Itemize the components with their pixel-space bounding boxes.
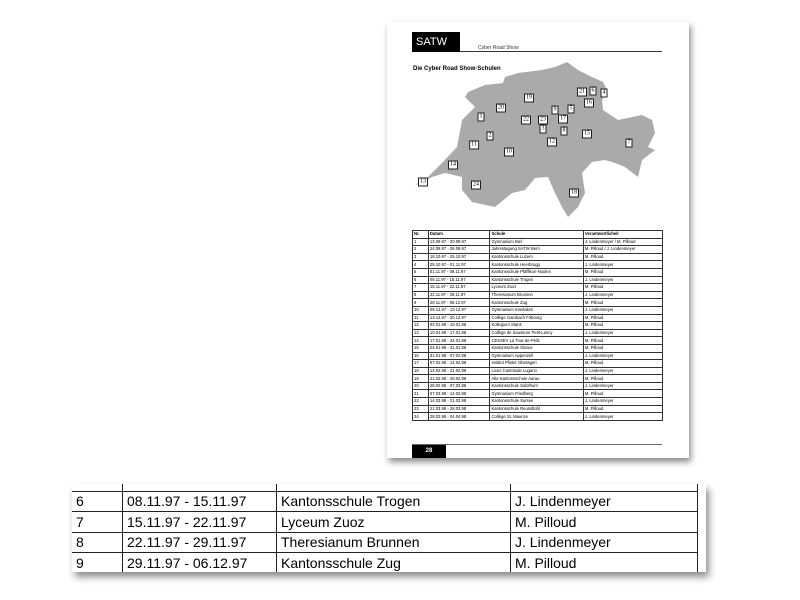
table-cell: J. Lindenmeyer xyxy=(583,382,662,390)
table-cell: Collège de Saussure Petit-Lancy xyxy=(490,329,583,337)
table-cell: Gymnasium Appenzell xyxy=(490,352,583,360)
table-cell: M. Pilloud xyxy=(583,375,662,383)
satw-logo: SATW xyxy=(412,32,460,52)
table-cell: Alte Kantonsschule Aarau xyxy=(490,375,583,383)
column-header: Datum xyxy=(428,231,490,239)
map-marker: 12 xyxy=(549,138,555,145)
table-cell: 29.11.97 - 06.12.97 xyxy=(428,299,490,307)
table-cell: Lyceum Zuoz xyxy=(490,284,583,292)
table-cell: M. Pilloud xyxy=(583,322,662,330)
magnified-row xyxy=(72,484,698,491)
table-cell: 14.03.98 - 21.03.98 xyxy=(428,398,490,406)
table-row xyxy=(413,398,663,406)
table-cell: Gymnasium Friedberg xyxy=(490,390,583,398)
table-cell: Collège St. Maurice xyxy=(490,413,583,421)
table-cell: 1 xyxy=(413,238,429,246)
table-cell: 16 xyxy=(413,352,429,360)
map-marker: 2 xyxy=(488,132,492,139)
table-cell: Kantonsschule Heerbrugg xyxy=(490,261,583,269)
magnified-cell xyxy=(277,484,511,491)
section-title: Cyber Road Show xyxy=(478,45,519,51)
table-cell: 5 xyxy=(413,268,429,276)
table-row xyxy=(413,314,663,322)
map-marker: 6 xyxy=(591,87,595,94)
table-cell: M. Pilloud xyxy=(583,405,662,413)
map-marker: 23 xyxy=(540,116,546,123)
column-header: Schule xyxy=(490,231,583,239)
column-header: Verantwortliche/r xyxy=(583,231,662,239)
table-cell: 24 xyxy=(413,413,429,421)
table-row xyxy=(413,352,663,360)
table-cell: 11 xyxy=(413,314,429,322)
magnified-cell: Kantonsschule Zug xyxy=(277,553,511,573)
table-cell: 21.02.98 - 28.02.98 xyxy=(428,375,490,383)
map-marker: 22 xyxy=(523,116,529,123)
table-row xyxy=(413,329,663,337)
magnified-table-excerpt xyxy=(72,484,706,572)
table-cell: Kantonsschule Solothurn xyxy=(490,382,583,390)
magnified-row xyxy=(72,532,698,553)
map-marker: 11 xyxy=(471,141,477,148)
table-cell: 14 xyxy=(413,337,429,345)
magnified-cell xyxy=(123,484,277,491)
magnified-cell: 29.11.97 - 06.12.97 xyxy=(123,553,277,573)
table-cell: J. Lindenmeyer xyxy=(583,329,662,337)
map-marker: 8 xyxy=(562,127,566,134)
table-cell: Kantonsschule Luzern xyxy=(490,253,583,261)
table-row xyxy=(413,390,663,398)
magnified-cell: 8 xyxy=(72,532,123,553)
table-cell: 08.11.97 - 15.11.97 xyxy=(428,276,490,284)
table-cell: 13.09.97 - 20.09.97 xyxy=(428,238,490,246)
table-cell: 15 xyxy=(413,344,429,352)
table-row xyxy=(413,337,663,345)
footer-rule xyxy=(412,444,662,445)
magnified-cell: 08.11.97 - 15.11.97 xyxy=(123,491,277,512)
map-marker: 16 xyxy=(586,99,592,106)
table-row xyxy=(413,413,663,421)
table-cell: M. Pilloud xyxy=(583,299,662,307)
table-row xyxy=(413,367,663,375)
table-row xyxy=(413,268,663,276)
table-cell: 01.11.97 - 08.11.97 xyxy=(428,268,490,276)
table-cell: 8 xyxy=(413,291,429,299)
table-cell: 17 xyxy=(413,360,429,368)
magnified-row xyxy=(72,491,698,512)
table-row xyxy=(413,253,663,261)
table-cell: J. Lindenmeyer xyxy=(583,306,662,314)
table-cell: 31.01.98 - 07.02.98 xyxy=(428,352,490,360)
table-row xyxy=(413,405,663,413)
table-cell: 13.12.97 - 20.12.97 xyxy=(428,314,490,322)
table-cell: 22 xyxy=(413,398,429,406)
magnified-cell: M. Pilloud xyxy=(511,553,698,573)
map-marker: 18 xyxy=(571,189,577,196)
table-cell: Liceo Cantonale Lugano xyxy=(490,367,583,375)
table-cell: 17.01.98 - 24.01.98 xyxy=(428,337,490,345)
column-header: Nr. xyxy=(413,231,429,239)
table-cell: 06.12.97 - 13.12.97 xyxy=(428,306,490,314)
table-cell: Kantonsschule Glarus xyxy=(490,344,583,352)
schools-table xyxy=(412,230,663,421)
table-cell: M. Pilloud / J. Lindenmeyer xyxy=(583,246,662,254)
magnified-cell xyxy=(72,484,123,491)
table-cell: J. Lindenmeyer xyxy=(583,413,662,421)
table-cell: 07.03.98 - 14.03.98 xyxy=(428,390,490,398)
magnified-cell xyxy=(511,484,698,491)
map-marker: 10 xyxy=(506,148,512,155)
table-row xyxy=(413,246,663,254)
magnified-cell: Kantonsschule Trogen xyxy=(277,491,511,512)
table-row xyxy=(413,284,663,292)
map-marker: 15 xyxy=(584,130,590,137)
table-cell: Kantonsschule Reussbühl xyxy=(490,405,583,413)
table-cell: J. Lindenmeyer xyxy=(583,261,662,269)
table-row xyxy=(413,360,663,368)
table-cell: 4 xyxy=(413,261,429,269)
table-row xyxy=(413,299,663,307)
table-cell: Kollegium Stans xyxy=(490,322,583,330)
table-cell: 6 xyxy=(413,276,429,284)
magnified-cell: J. Lindenmeyer xyxy=(511,491,698,512)
table-cell: 7 xyxy=(413,284,429,292)
table-cell: M. Pilloud xyxy=(583,360,662,368)
table-cell: Gymnasium Biel xyxy=(490,238,583,246)
magnified-cell: 9 xyxy=(72,553,123,573)
map-marker: 13 xyxy=(420,178,426,185)
map-marker: 19 xyxy=(526,94,532,101)
table-row xyxy=(413,238,663,246)
table-cell: J. Lindenmeyer xyxy=(583,352,662,360)
map-marker: 9 xyxy=(553,106,557,113)
map-marker: 21 xyxy=(579,88,585,95)
table-row xyxy=(413,382,663,390)
table-row xyxy=(413,344,663,352)
table-cell: 9 xyxy=(413,299,429,307)
page-number: 28 xyxy=(412,445,446,458)
table-cell: 07.02.98 - 14.02.98 xyxy=(428,360,490,368)
table-cell: Collège Gambach Fribourg xyxy=(490,314,583,322)
map-marker: 7 xyxy=(627,139,631,146)
table-row xyxy=(413,276,663,284)
table-cell: 23 xyxy=(413,405,429,413)
table-cell: 22.11.97 - 29.11.97 xyxy=(428,291,490,299)
table-cell: CESSEV La Tour-de-Peilz xyxy=(490,337,583,345)
table-cell: J. Lindenmeyer xyxy=(583,276,662,284)
table-cell: J. Lindenmeyer xyxy=(583,398,662,406)
table-cell: 10.01.98 - 17.01.98 xyxy=(428,329,490,337)
table-cell: J. Lindenmeyer xyxy=(583,367,662,375)
table-cell: 28.03.98 - 04.04.98 xyxy=(428,413,490,421)
table-cell: Kantonsschule Sursee xyxy=(490,398,583,406)
page-title: Die Cyber Road Show-Schulen xyxy=(413,66,501,72)
magnified-cell: M. Pilloud xyxy=(511,512,698,533)
table-row xyxy=(413,261,663,269)
table-cell: M. Pilloud xyxy=(583,253,662,261)
table-cell: M. Pilloud xyxy=(583,268,662,276)
magnified-row xyxy=(72,512,698,533)
table-cell: 24.01.98 - 31.01.98 xyxy=(428,344,490,352)
magnified-cell: 22.11.97 - 29.11.97 xyxy=(123,532,277,553)
table-cell: 3 xyxy=(413,253,429,261)
table-cell: M. Pilloud xyxy=(583,284,662,292)
table-cell: M. Pilloud xyxy=(583,390,662,398)
map-marker: 14 xyxy=(450,161,456,168)
magnified-cell: 6 xyxy=(72,491,123,512)
map-marker: 4 xyxy=(602,89,606,96)
table-cell: 21.03.98 - 28.03.98 xyxy=(428,405,490,413)
table-cell: 20 xyxy=(413,382,429,390)
table-cell: 15.11.97 - 22.11.97 xyxy=(428,284,490,292)
table-cell: Theresianum Brunnen xyxy=(490,291,583,299)
map-marker: 1 xyxy=(479,113,483,120)
table-cell: M. Pilloud xyxy=(583,337,662,345)
table-cell: Kantonsschule Zug xyxy=(490,299,583,307)
table-cell: Kantonsschule Pfäffikon-Nuolen xyxy=(490,268,583,276)
table-cell: 14.02.98 - 21.02.98 xyxy=(428,367,490,375)
map-marker: 24 xyxy=(473,181,479,188)
table-cell: 13 xyxy=(413,329,429,337)
table-row xyxy=(413,375,663,383)
table-cell: J. Lindenmeyer xyxy=(583,291,662,299)
table-cell: 25.10.97 - 01.11.97 xyxy=(428,261,490,269)
table-cell: 12 xyxy=(413,322,429,330)
magnified-cell: Theresianum Brunnen xyxy=(277,532,511,553)
switzerland-shape xyxy=(415,62,655,217)
table-cell: Kantonsschule Trogen xyxy=(490,276,583,284)
magnified-cell: 7 xyxy=(72,512,123,533)
table-cell: 24.09.97 - 26.09.97 xyxy=(428,246,490,254)
table-cell: Gymnasium Interlaken xyxy=(490,306,583,314)
table-row xyxy=(413,306,663,314)
table-cell: 19 xyxy=(413,375,429,383)
map-marker: 5 xyxy=(569,105,573,112)
table-row xyxy=(413,291,663,299)
table-cell: M. Pilloud xyxy=(583,314,662,322)
table-cell: 21 xyxy=(413,390,429,398)
table-cell: Jahrestagung SATW Bern xyxy=(490,246,583,254)
table-cell: 03.01.98 - 10.01.98 xyxy=(428,322,490,330)
table-cell: 18 xyxy=(413,367,429,375)
magnified-row xyxy=(72,553,698,573)
magnified-cell: J. Lindenmeyer xyxy=(511,532,698,553)
map-marker: 20 xyxy=(498,104,504,111)
map-marker: 3 xyxy=(541,125,545,132)
magnified-cell: 15.11.97 - 22.11.97 xyxy=(123,512,277,533)
table-row xyxy=(413,322,663,330)
magnified-cell: Lyceum Zuoz xyxy=(277,512,511,533)
table-cell: 18.10.97 - 25.10.97 xyxy=(428,253,490,261)
table-cell: 28.02.98 - 07.03.98 xyxy=(428,382,490,390)
table-cell: Institut Pfister Oberägeri xyxy=(490,360,583,368)
table-cell: J. Lindenmeyer / M. Pilloud xyxy=(583,238,662,246)
table-cell: 2 xyxy=(413,246,429,254)
map-marker: 17 xyxy=(560,115,566,122)
table-cell: M. Pilloud xyxy=(583,344,662,352)
table-cell: 10 xyxy=(413,306,429,314)
